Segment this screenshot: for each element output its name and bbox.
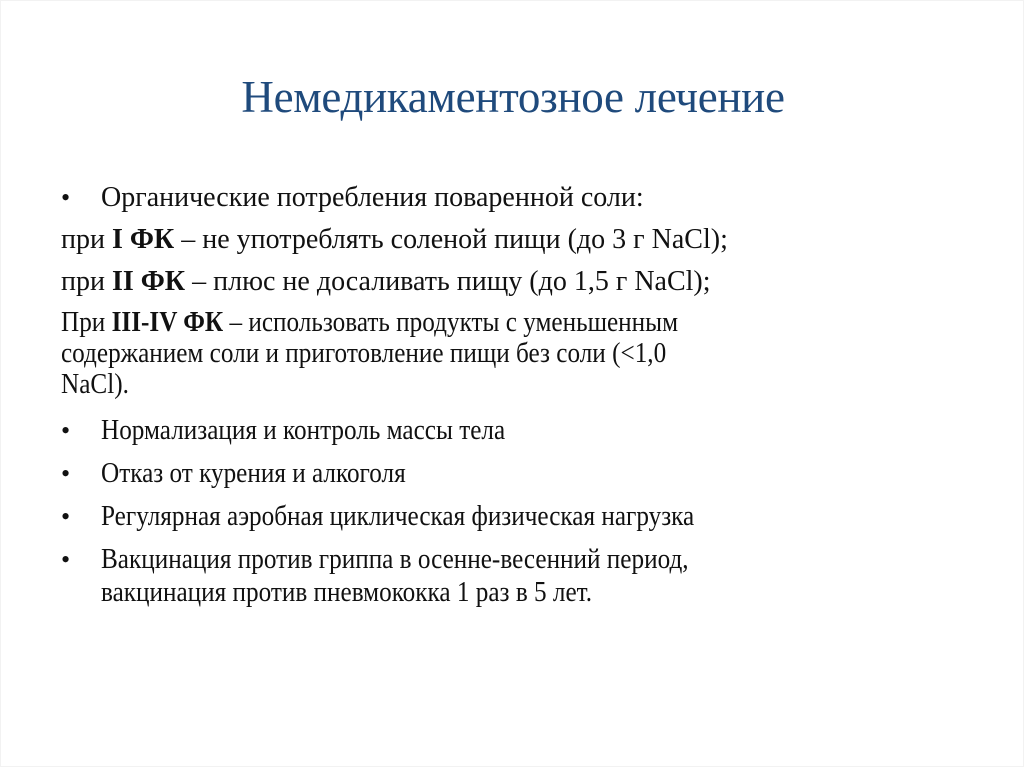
fk-class-label: III-IV ФК [111,307,224,338]
bullet-item-smoking [61,457,961,491]
fk-text: содержанием соли и приготовление пищи без соли (<1,0 [61,338,667,369]
vaccination-line1 [101,543,961,576]
fk-text: – плюс не досаливать пищу (до 1,5 г NaCl); [185,266,711,297]
bullet-item-exercise [61,500,961,534]
fk-prefix: При [61,307,112,338]
fk-class-label: II ФК [111,266,186,297]
salt-fk1-line [61,223,961,257]
fk-class-label: I ФК [111,224,175,255]
salt-fk34-line2 [61,338,961,369]
bullet-text: Отказ от курения и алкоголя [101,458,406,489]
fk34-line1-wrapper [61,307,678,338]
salt-fk2-line [61,265,961,299]
bullet-icon: • [61,416,71,445]
bullet-icon: • [61,459,71,488]
slide-title: Немедикаментозное лечение [241,72,785,122]
bullet-text: Органические потребления поваренной соли: [101,182,644,213]
fk-prefix: при [61,266,112,297]
bullet-icon: • [61,545,71,574]
bullet-icon: • [61,502,71,531]
bullet-text: Нормализация и контроль массы тела [101,415,506,446]
salt-fk34-line1 [61,307,961,338]
salt-fk34-block [61,307,961,400]
vaccination-line2 [101,576,961,609]
fk-text: NaCl). [61,369,129,400]
fk-text: – использовать продукты с уменьшенным [223,307,679,338]
slide-body [61,181,961,609]
bullet-icon: • [61,183,71,212]
bullet-text: Вакцинация против гриппа в осенне-весенний период, [101,544,689,575]
salt-fk34-line3 [61,369,961,400]
bullet-item-salt [61,181,961,215]
fk-text: – не употреблять соленой пищи (до 3 г NaCl); [174,224,728,255]
fk-prefix: при [61,224,112,255]
bullet-item-weight [61,414,961,448]
bullet-item-vaccination [61,543,961,609]
bullet-text: Регулярная аэробная циклическая физическая нагрузка [101,501,695,532]
bullet-text: вакцинация против пневмококка 1 раз в 5 лет. [101,577,593,608]
